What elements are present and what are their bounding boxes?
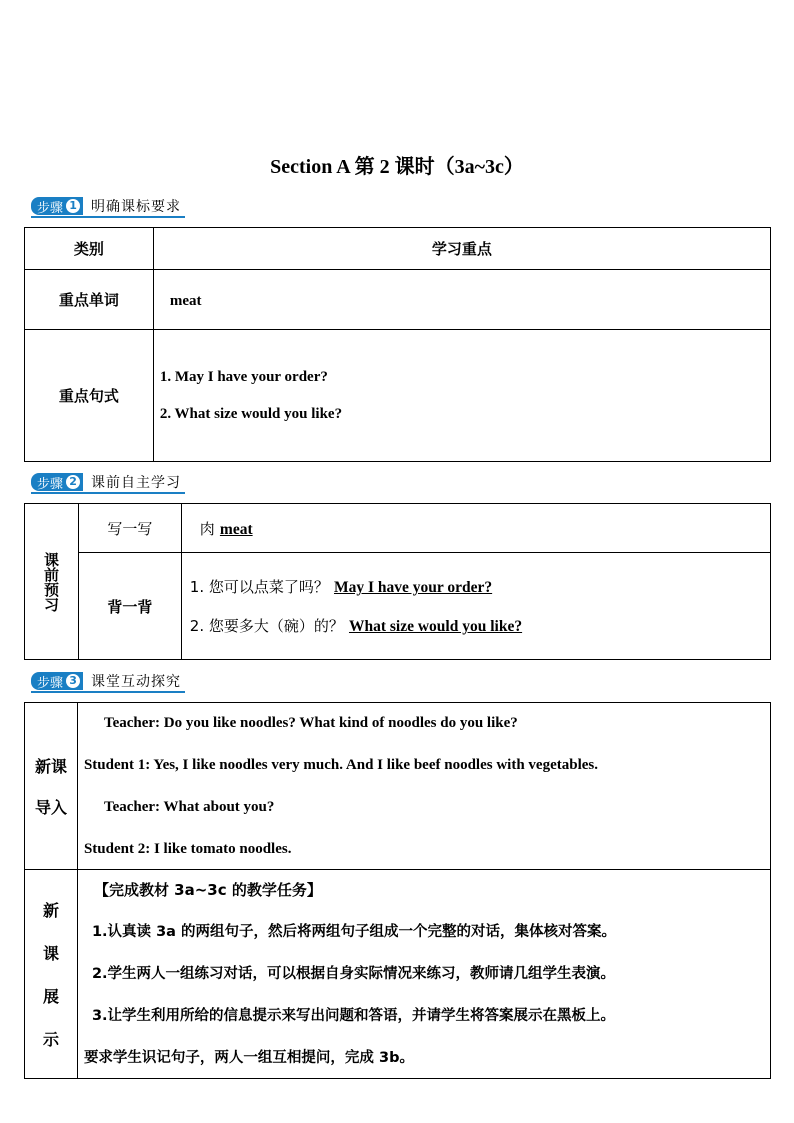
step-2-badge <box>31 473 83 491</box>
step-1-number: 1 <box>66 199 80 213</box>
step-1-badge-text: 步骤 <box>37 200 64 216</box>
key-word: meat <box>169 292 202 309</box>
step-3-label: 课堂互动探究 <box>91 674 182 690</box>
intro-label-line-1: 新课 <box>34 757 67 776</box>
recite-answer-2: What size would you like? <box>348 618 523 635</box>
row-category-words: 重点单词 <box>25 270 154 330</box>
intro-line-4: Student 2: I like tomato noodles. <box>83 840 292 857</box>
table-row <box>25 553 771 660</box>
intro-content <box>77 703 770 870</box>
show-line-3: 2.学生两人一组练习对话，可以根据自身实际情况来练习，教师请几组学生表演。 <box>91 965 616 982</box>
show-label-char-3: 展 <box>42 987 59 1006</box>
recite-item-2 <box>190 615 770 636</box>
step-3-number: 3 <box>66 674 80 688</box>
header-category: 类别 <box>25 228 154 270</box>
show-label-char-2: 课 <box>42 944 59 963</box>
table-row <box>25 330 771 462</box>
write-label: 写一写 <box>78 504 181 553</box>
write-prefix: 肉 <box>199 519 215 538</box>
header-focus: 学习重点 <box>153 228 770 270</box>
classroom-table <box>24 702 771 1079</box>
curriculum-table <box>24 227 771 462</box>
row-category-sentences: 重点句式 <box>25 330 154 462</box>
show-label-cell <box>25 870 78 1079</box>
row-content-words <box>153 270 770 330</box>
step-1-heading <box>31 196 185 218</box>
table-row <box>25 703 771 870</box>
show-label <box>25 898 77 1050</box>
show-content <box>77 870 770 1079</box>
write-answer: meat <box>219 520 253 538</box>
step-3-badge-text: 步骤 <box>37 675 64 691</box>
intro-line-1: Teacher: Do you like noodles? What kind of noodles do you like? <box>103 714 518 731</box>
write-content <box>181 504 770 553</box>
intro-label-cell <box>25 703 78 870</box>
show-label-char-1: 新 <box>42 901 59 920</box>
intro-label-line-2: 导入 <box>34 798 67 817</box>
recite-prompt-1: 1. 您可以点菜了吗？ <box>189 578 329 596</box>
step-2-heading <box>31 472 185 494</box>
step-1-badge <box>31 197 83 215</box>
page-title: Section A 第 2 课时（3a~3c） <box>270 156 524 178</box>
table-row <box>25 270 771 330</box>
recite-prompt-2: 2. 您要多大（碗）的？ <box>189 617 344 635</box>
recite-item-1 <box>190 576 770 597</box>
show-line-2: 1.认真读 3a 的两组句子，然后将两组句子组成一个完整的对话，集体核对答案。 <box>91 923 617 940</box>
step-2-number: 2 <box>66 475 80 489</box>
intro-label <box>25 754 77 818</box>
key-sentence-2: 2. What size would you like? <box>159 405 343 422</box>
show-line-4: 3.让学生利用所给的信息提示来写出问题和答语，并请学生将答案展示在黑板上。 <box>91 1007 616 1024</box>
step-3-badge <box>31 672 83 690</box>
table-row <box>25 870 771 1079</box>
row-content-sentences <box>153 330 770 462</box>
preview-side-label: 课前预习 <box>41 551 60 612</box>
recite-content <box>181 553 770 660</box>
step-1-label: 明确课标要求 <box>91 199 182 215</box>
step-3-heading <box>31 671 185 693</box>
preview-side-label-cell <box>25 504 79 660</box>
key-sentence-1: 1. May I have your order? <box>159 368 328 385</box>
preview-table <box>24 503 771 660</box>
recite-answer-1: May I have your order? <box>333 579 493 596</box>
intro-line-3: Teacher: What about you? <box>103 798 275 815</box>
show-line-1: 【完成教材 3a~3c 的教学任务】 <box>93 880 322 899</box>
show-line-5: 要求学生识记句子，两人一组互相提问，完成 3b。 <box>83 1049 414 1066</box>
step-2-label: 课前自主学习 <box>91 475 182 491</box>
table-header-row <box>25 228 771 270</box>
step-2-badge-text: 步骤 <box>37 476 64 492</box>
recite-label: 背一背 <box>78 553 181 660</box>
table-row <box>25 504 771 553</box>
intro-line-2: Student 1: Yes, I like noodles very much. And I like beef noodles with vegetables. <box>83 756 598 773</box>
show-label-char-4: 示 <box>42 1030 59 1049</box>
